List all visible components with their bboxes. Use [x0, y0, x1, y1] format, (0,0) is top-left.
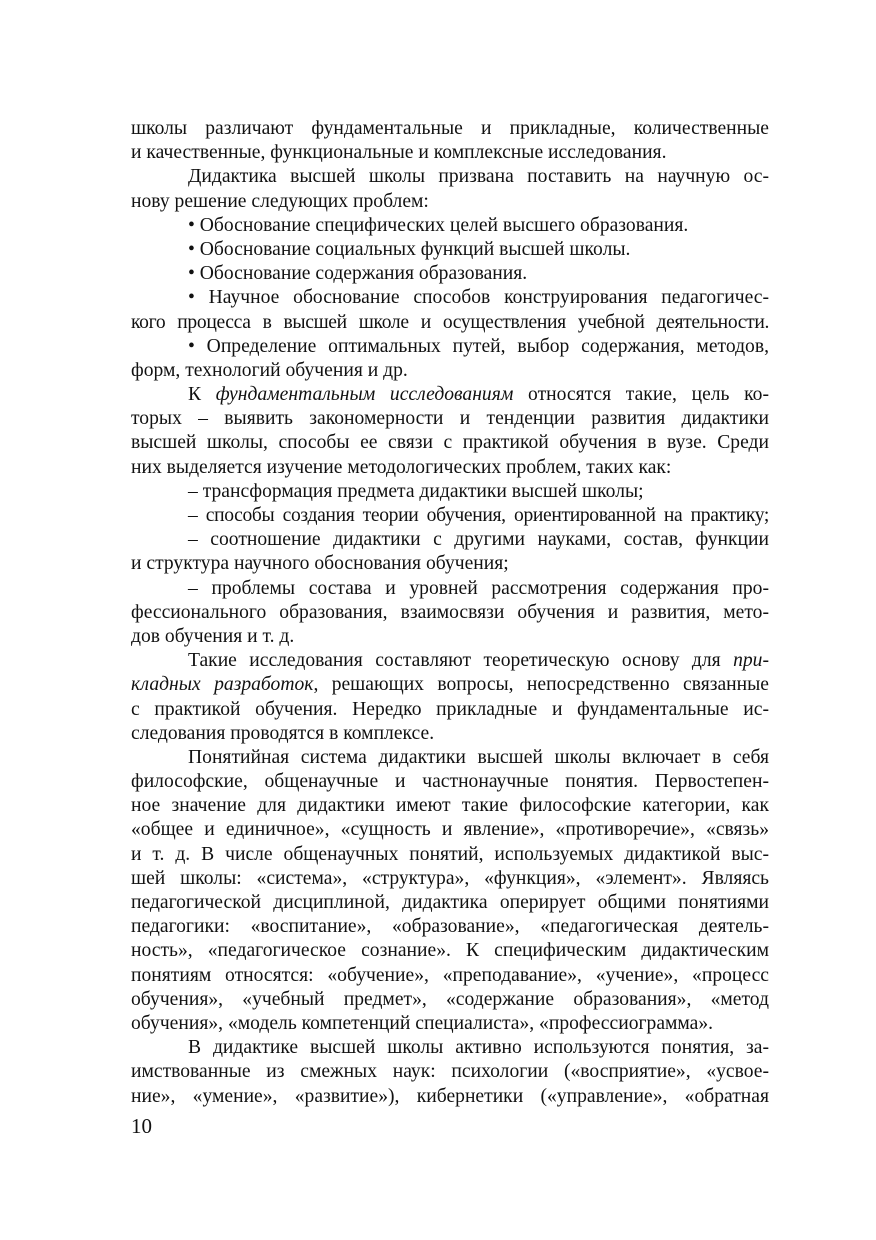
text-line: торых – выявить закономерности и тенденции развития дидактики	[131, 408, 769, 430]
text-segment: Такие исследования составляют теоретическую основу для	[188, 650, 734, 672]
text-line: философские, общенаучные и частнонаучные понятия. Первостепен-	[131, 771, 769, 793]
text-line: высшей школы, способы ее связи с практикой обучения в вузе. Среди	[131, 432, 769, 454]
text-line-applied	[131, 649, 769, 673]
italic-term: фундаментальным исследованиям	[215, 384, 514, 406]
text-line: дов обучения и т. д.	[131, 625, 295, 647]
text-line: следования проводятся в комплексе.	[131, 722, 435, 744]
text-line: шей школы: «система», «структура», «функция», «элемент». Являясь	[131, 867, 769, 889]
text-line: и качественные, функциональные и комплексные исследования.	[131, 142, 667, 164]
text-line: понятиям относятся: «обучение», «преподавание», «учение», «процесс	[131, 964, 769, 986]
text-line: ность», «педагогическое сознание». К специфическим дидактическим	[131, 940, 769, 962]
text-line: Дидактика высшей школы призвана поставить на научную ос-	[188, 166, 769, 188]
text-line: форм, технологий обучения и др.	[131, 359, 408, 381]
text-line: Понятийная система дидактики высшей школы включает в себя	[188, 746, 769, 768]
bullet-item: • Обоснование содержания образования.	[188, 263, 528, 285]
text-line: имствованные из смежных наук: психологии («восприятие», «усвое-	[131, 1061, 769, 1083]
text-line: школы различают фундаментальные и прикладные, количественные	[131, 118, 769, 139]
dash-item: – трансформация предмета дидактики высшей школы;	[188, 480, 644, 502]
italic-term: при-	[733, 650, 769, 672]
text-line: В дидактике высшей школы активно используются понятия, за-	[188, 1037, 769, 1059]
bullet-item: • Научное обоснование способов конструирования педагогичес-	[188, 287, 769, 309]
text-line: педагогики: «воспитание», «образование», «педагогическая деятель-	[131, 916, 769, 938]
text-line: обучения», «учебный предмет», «содержание образования», «метод	[131, 988, 769, 1010]
text-line-fundamental	[131, 383, 769, 407]
text-segment: относятся такие, цель ко-	[513, 384, 770, 406]
text-line: фессионального образования, взаимосвязи обучения и развития, мето-	[131, 601, 769, 623]
text-segment: К	[188, 384, 216, 406]
text-line: ное значение для дидактики имеют такие философские категории, как	[131, 795, 769, 817]
text-line: и т. д. В числе общенаучных понятий, используемых дидактикой выс-	[131, 843, 769, 865]
text-line: и структура научного обоснования обучения;	[131, 553, 509, 575]
dash-item: – способы создания теории обучения, ориентированной на практику;	[188, 505, 769, 526]
bullet-item: • Определение оптимальных путей, выбор содержания, методов,	[188, 335, 769, 357]
dash-item: – соотношение дидактики с другими науками, состав, функции	[188, 529, 769, 551]
text-line: ние», «умение», «развитие»), кибернетики («управление», «обратная	[131, 1085, 769, 1107]
text-line: кого процесса в высшей школе и осуществления учебной деятельности.	[131, 311, 769, 333]
text-line-applied	[131, 673, 769, 697]
text-line: «общее и единичное», «сущность и явление», «противоречие», «связь»	[131, 819, 769, 841]
text-line: обучения», «модель компетенций специалиста», «профессиограмма».	[131, 1012, 714, 1034]
bullet-item: • Обоснование социальных функций высшей школы.	[188, 238, 631, 260]
bullet-item: • Обоснование специфических целей высшего образования.	[188, 214, 689, 236]
text-line: них выделяется изучение методологических проблем, таких как:	[131, 456, 672, 478]
text-segment: , решающих вопросы, непосредственно связанные	[313, 674, 769, 696]
text-line: педагогической дисциплиной, дидактика оперирует общими понятиями	[131, 892, 769, 913]
dash-item: – проблемы состава и уровней рассмотрения содержания про-	[188, 577, 769, 599]
text-line: нову решение следующих проблем:	[131, 190, 429, 212]
text-line: с практикой обучения. Нередко прикладные и фундаментальные ис-	[131, 698, 769, 720]
italic-term: кладных разработок	[131, 674, 314, 696]
page-number: 10	[131, 1114, 152, 1138]
body-text	[131, 117, 769, 1109]
